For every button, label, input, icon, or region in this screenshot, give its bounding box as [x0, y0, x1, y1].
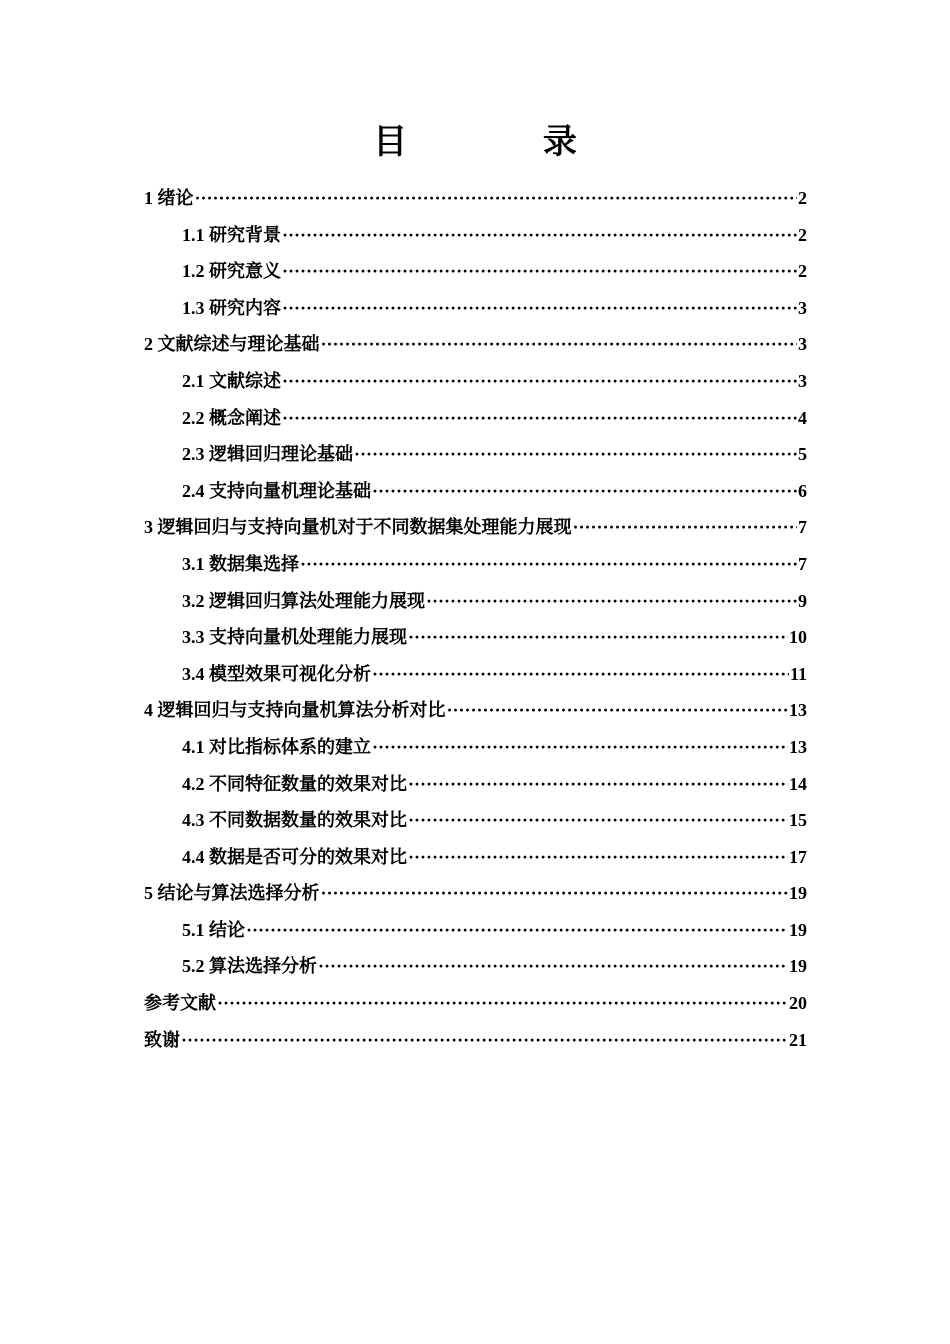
toc-leader-dots	[408, 766, 788, 803]
toc-entry[interactable]	[144, 509, 807, 546]
toc-entry[interactable]	[144, 326, 807, 363]
toc-entry-page-number: 3	[798, 334, 807, 355]
toc-entry-page-number: 13	[789, 736, 807, 757]
toc-entry-page-number: 17	[789, 846, 807, 867]
toc-leader-dots	[426, 583, 797, 620]
toc-entry-label: 参考文献	[144, 993, 216, 1014]
toc-entry-label: 1.2 研究意义	[182, 261, 281, 282]
toc-entry-label: 2.4 支持向量机理论基础	[182, 480, 371, 501]
toc-leader-dots	[408, 802, 788, 839]
toc-entry-page-number: 6	[798, 480, 807, 501]
toc-leader-dots	[282, 253, 797, 290]
toc-entry[interactable]	[144, 692, 807, 729]
toc-entry-page-number: 5	[798, 444, 807, 465]
toc-leader-dots	[300, 546, 797, 583]
toc-entry-page-number: 10	[789, 627, 807, 648]
toc-leader-dots	[282, 363, 797, 400]
toc-leader-dots	[321, 875, 789, 912]
toc-leader-dots	[282, 400, 797, 437]
toc-entry-label: 致谢	[144, 1029, 180, 1050]
page-title: 目 录	[373, 122, 639, 162]
toc-leader-dots	[282, 217, 797, 254]
toc-entry[interactable]	[144, 948, 807, 985]
toc-entry-label: 3.4 模型效果可视化分析	[182, 663, 371, 684]
toc-leader-dots	[372, 729, 788, 766]
toc-entry-label: 1.3 研究内容	[182, 297, 281, 318]
toc-entry-label: 1.1 研究背景	[182, 224, 281, 245]
toc-entry-label: 5.1 结论	[182, 919, 245, 940]
toc-entry-page-number: 11	[789, 663, 807, 684]
toc-leader-dots	[372, 473, 797, 510]
toc-leader-dots	[447, 692, 789, 729]
toc-entry[interactable]	[144, 656, 807, 693]
toc-leader-dots	[217, 985, 788, 1022]
toc-entry[interactable]	[144, 729, 807, 766]
toc-entry-page-number: 3	[798, 297, 807, 318]
toc-entry[interactable]	[144, 802, 807, 839]
table-of-contents	[144, 180, 807, 1058]
toc-entry[interactable]	[144, 875, 807, 912]
toc-entry[interactable]	[144, 436, 807, 473]
toc-entry-label: 3 逻辑回归与支持向量机对于不同数据集处理能力展现	[144, 517, 572, 538]
toc-entry-label: 4.2 不同特征数量的效果对比	[182, 773, 407, 794]
toc-entry-page-number: 7	[798, 553, 807, 574]
toc-entry[interactable]	[144, 546, 807, 583]
toc-entry[interactable]	[144, 912, 807, 949]
toc-entry[interactable]	[144, 985, 807, 1022]
toc-entry-page-number: 21	[789, 1029, 807, 1050]
toc-entry-label: 3.1 数据集选择	[182, 553, 299, 574]
toc-entry-label: 1 绪论	[144, 188, 194, 208]
toc-entry[interactable]	[144, 1022, 807, 1059]
toc-entry-page-number: 4	[798, 407, 807, 428]
toc-entry[interactable]	[144, 290, 807, 327]
toc-entry-page-number: 20	[789, 993, 807, 1014]
toc-entry[interactable]	[144, 253, 807, 290]
toc-leader-dots	[354, 436, 797, 473]
toc-entry[interactable]	[144, 839, 807, 876]
toc-entry-page-number: 13	[789, 700, 807, 721]
toc-entry-page-number: 9	[798, 590, 807, 611]
toc-entry-label: 4.1 对比指标体系的建立	[182, 736, 371, 757]
toc-entry-label: 5 结论与算法选择分析	[144, 883, 320, 904]
toc-leader-dots	[321, 326, 798, 363]
toc-entry-label: 2.2 概念阐述	[182, 407, 281, 428]
toc-entry-label: 2.3 逻辑回归理论基础	[182, 444, 353, 465]
toc-entry-label: 3.3 支持向量机处理能力展现	[182, 627, 407, 648]
toc-leader-dots	[573, 509, 798, 546]
toc-entry-label: 4.4 数据是否可分的效果对比	[182, 846, 407, 867]
toc-entry-page-number: 14	[789, 773, 807, 794]
toc-leader-dots	[318, 948, 788, 985]
toc-entry[interactable]	[144, 400, 807, 437]
toc-entry-page-number: 2	[798, 188, 807, 208]
toc-entry-label: 4.3 不同数据数量的效果对比	[182, 810, 407, 831]
toc-entry-label: 5.2 算法选择分析	[182, 956, 317, 977]
toc-entry-page-number: 19	[789, 956, 807, 977]
toc-entry-label: 2 文献综述与理论基础	[144, 334, 320, 355]
toc-entry-page-number: 7	[798, 517, 807, 538]
toc-entry[interactable]	[144, 619, 807, 656]
toc-entry[interactable]	[144, 473, 807, 510]
toc-entry[interactable]	[144, 583, 807, 620]
toc-entry-page-number: 19	[789, 919, 807, 940]
toc-leader-dots	[408, 839, 788, 876]
toc-entry[interactable]	[144, 363, 807, 400]
toc-entry-page-number: 3	[798, 370, 807, 391]
toc-entry-label: 3.2 逻辑回归算法处理能力展现	[182, 590, 425, 611]
toc-entry-page-number: 2	[798, 224, 807, 245]
toc-entry[interactable]	[144, 180, 807, 217]
toc-leader-dots	[282, 290, 797, 327]
toc-entry[interactable]	[144, 766, 807, 803]
toc-entry-label: 4 逻辑回归与支持向量机算法分析对比	[144, 700, 446, 721]
toc-leader-dots	[181, 1022, 788, 1059]
toc-entry-page-number: 19	[789, 883, 807, 904]
toc-leader-dots	[195, 180, 798, 217]
toc-entry-page-number: 15	[789, 810, 807, 831]
toc-entry[interactable]	[144, 217, 807, 254]
toc-entry-page-number: 2	[798, 261, 807, 282]
toc-leader-dots	[408, 619, 788, 656]
toc-entry-label: 2.1 文献综述	[182, 370, 281, 391]
toc-leader-dots	[372, 656, 789, 693]
toc-leader-dots	[246, 912, 788, 949]
